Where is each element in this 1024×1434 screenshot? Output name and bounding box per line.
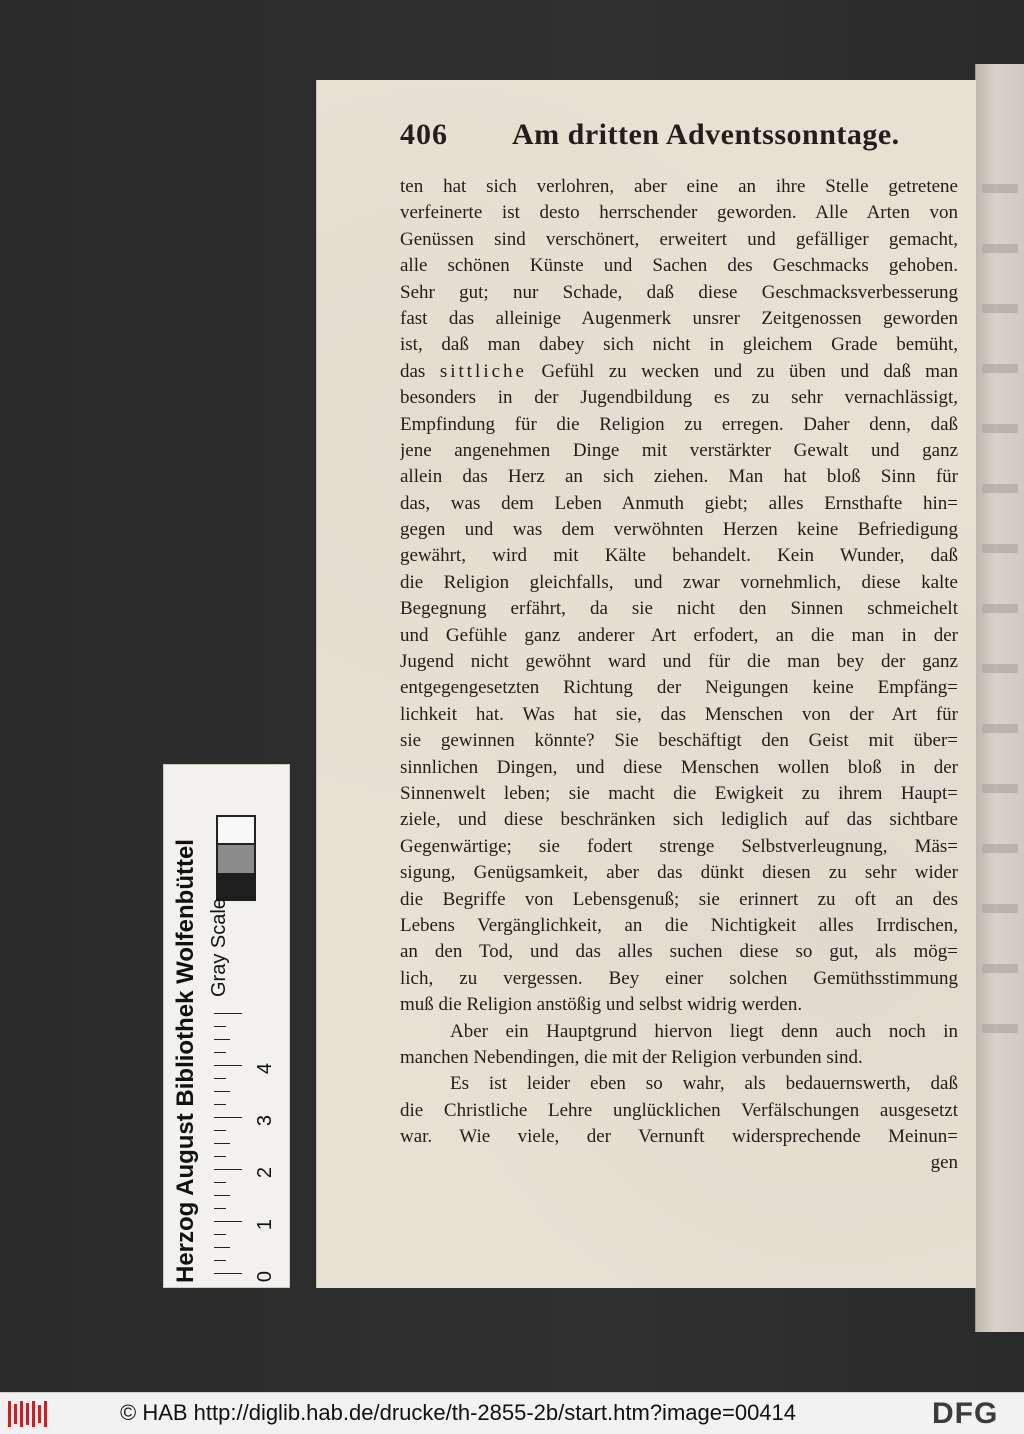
text-line: gegen und was dem verwöhnten Herzen keine Befriedigung: [400, 519, 958, 541]
ruler-tick: [214, 1130, 226, 1131]
text-line: Gegenwärtige; sie fodert strenge Selbstverleugnung, Mäs=: [400, 835, 958, 857]
footer-bar: [0, 1392, 1024, 1434]
ruler-tick: [214, 1104, 226, 1105]
gray-patch: [216, 845, 256, 873]
ruler-tick: [214, 1013, 242, 1014]
text-line: an den Tod, und das alles suchen diese so gut, als mög=: [400, 941, 958, 963]
ruler-tick: [214, 1156, 226, 1157]
text-line: sie gewinnen könnte? Sie beschäftigt den Geist mit über=: [400, 730, 958, 752]
text-line: besonders in der Jugendbildung es zu sehr vernachlässigt,: [400, 387, 958, 409]
ruler-number: 3: [254, 1114, 277, 1127]
white-patch: [216, 815, 256, 845]
ruler-tick: [214, 1078, 226, 1079]
gray-scale-label: Gray Scale: [208, 898, 230, 997]
text-fragment: Gefühl zu wecken und zu üben und daß man: [541, 360, 958, 382]
text-line-paragraph-start: Es ist leider eben so wahr, als bedauernswerth, daß: [450, 1073, 958, 1095]
text-fragment: das: [400, 360, 426, 382]
text-line: verfeinerte ist desto herrschender geworden. Alle Arten von: [400, 202, 958, 224]
spaced-emphasis: sittliche: [439, 360, 527, 382]
text-line-paragraph-end: muß die Religion anstößig und selbst widrig werden.: [400, 994, 803, 1016]
text-line: die Begriffe von Lebensgenuß; sie erinnert zu oft an des: [400, 888, 958, 910]
text-line: fast das alleinige Augenmerk unsrer Zeitgenossen geworden: [400, 307, 958, 329]
text-line: und Gefühle ganz anderer Art erfodert, an die man in der: [400, 624, 958, 646]
text-line: Jugend nicht gewöhnt ward und für die man bey der ganz: [400, 651, 958, 673]
footer-credit-link[interactable]: © HAB http://diglib.hab.de/drucke/th-2855-2b/start.htm?image=00414: [120, 1400, 797, 1425]
bleed-through-mark: [982, 784, 1018, 793]
bleed-through-mark: [982, 844, 1018, 853]
ruler-tick: [214, 1195, 230, 1196]
hab-logo-icon: [6, 1399, 48, 1429]
institution-label: Herzog August Bibliothek Wolfenbüttel: [172, 839, 199, 1283]
black-patch: [216, 873, 256, 901]
bleed-through-mark: [982, 664, 1018, 673]
bleed-through-mark: [982, 244, 1018, 253]
text-line-paragraph-end: manchen Nebendingen, die mit der Religion verbunden sind.: [400, 1046, 863, 1068]
ruler-tick: [214, 1234, 226, 1235]
book-page: [316, 80, 976, 1288]
ruler-tick: [214, 1208, 226, 1209]
text-line: ziele, und diese beschränken sich lediglich auf das sichtbare: [400, 809, 958, 831]
text-line: das, was dem Leben Anmuth giebt; alles Ernsthafte hin=: [400, 492, 958, 514]
catchword: gen: [930, 1152, 958, 1174]
ruler-tick: [214, 1065, 242, 1066]
text-line: Lebens Vergänglichkeit, an die Nichtigkeit alles Irrdischen,: [400, 914, 958, 936]
bleed-through-mark: [982, 304, 1018, 313]
text-line: jene angenehmen Dinge mit verstärkter Gewalt und ganz: [400, 439, 958, 461]
centimeter-ruler: [214, 1013, 244, 1281]
text-line: lich, zu vergessen. Bey einer solchen Gemüthsstimmung: [400, 967, 958, 989]
ruler-tick: [214, 1260, 226, 1261]
text-line: ten hat sich verlohren, aber eine an ihre Stelle getretene: [400, 176, 958, 197]
text-line: ist, daß man dabey sich nicht in gleichem Grade bemüht,: [400, 334, 958, 356]
bleed-through-mark: [982, 484, 1018, 493]
ruler-tick: [214, 1169, 242, 1170]
ruler-number: 1: [254, 1218, 277, 1231]
bleed-through-mark: [982, 544, 1018, 553]
bleed-through-mark: [982, 724, 1018, 733]
text-line: die Religion gleichfalls, und zwar vornehmlich, diese kalte: [400, 571, 958, 593]
bleed-through-mark: [982, 1024, 1018, 1033]
ruler-tick: [214, 1273, 242, 1274]
dfg-logo: DFG: [932, 1397, 999, 1430]
ruler-tick: [214, 1182, 226, 1183]
text-line: die Christliche Lehre unglücklichen Verfälschungen ausgesetzt: [400, 1099, 958, 1121]
text-line: lichkeit hat. Was hat sie, das Menschen von der Art für: [400, 703, 958, 725]
ruler-number: 0: [254, 1270, 277, 1283]
gray-scale-color-bar: [163, 764, 290, 1288]
ruler-tick: [214, 1247, 230, 1248]
text-line: entgegengesetzten Richtung der Neigungen keine Empfäng=: [400, 677, 958, 699]
ruler-number: 4: [254, 1062, 277, 1075]
ruler-tick: [214, 1052, 226, 1053]
ruler-tick: [214, 1091, 230, 1092]
text-line: Sehr gut; nur Schade, daß diese Geschmacksverbesserung: [400, 281, 958, 303]
ruler-tick: [214, 1026, 226, 1027]
ruler-number: 2: [254, 1166, 277, 1179]
text-line: Genüssen sind verschönert, erweitert und gefälliger gemacht,: [400, 228, 958, 250]
text-line: sinnlichen Dingen, und diese Menschen wollen bloß in der: [400, 756, 958, 778]
text-line: gewährt, wird mit Kälte behandelt. Kein Wunder, daß: [400, 545, 958, 567]
adjacent-page-edge: [975, 64, 1024, 1332]
bleed-through-mark: [982, 904, 1018, 913]
ruler-tick: [214, 1039, 230, 1040]
bleed-through-mark: [982, 604, 1018, 613]
text-line: alle schönen Künste und Sachen des Geschmacks gehoben.: [400, 255, 958, 277]
text-line-emphasis: [400, 359, 958, 385]
text-line: sigung, Genügsamkeit, aber das dünkt diesen zu sehr wider: [400, 862, 958, 884]
body-text: [400, 174, 958, 1177]
text-line: Begegnung erfährt, da sie nicht den Sinnen schmeichelt: [400, 598, 958, 620]
ruler-tick: [214, 1117, 242, 1118]
bleed-through-mark: [982, 964, 1018, 973]
ruler-tick: [214, 1221, 242, 1222]
text-line-paragraph-start: Aber ein Hauptgrund hiervon liegt denn auch noch in: [450, 1020, 958, 1042]
text-line: war. Wie viele, der Vernunft widersprechende Meinun=: [400, 1126, 958, 1148]
text-line: allein das Herz an sich ziehen. Man hat bloß Sinn für: [400, 466, 958, 488]
bleed-through-mark: [982, 364, 1018, 373]
running-head: [400, 118, 920, 162]
bleed-through-mark: [982, 424, 1018, 433]
bleed-through-mark: [982, 184, 1018, 193]
page-number: 406: [400, 118, 448, 151]
ruler-tick: [214, 1143, 230, 1144]
text-line: Empfindung für die Religion zu erregen. Daher denn, daß: [400, 413, 958, 435]
running-head-title: Am dritten Adventssonntage.: [512, 118, 900, 151]
text-line: Sinnenwelt leben; sie macht die Ewigkeit zu ihrem Haupt=: [400, 782, 958, 804]
